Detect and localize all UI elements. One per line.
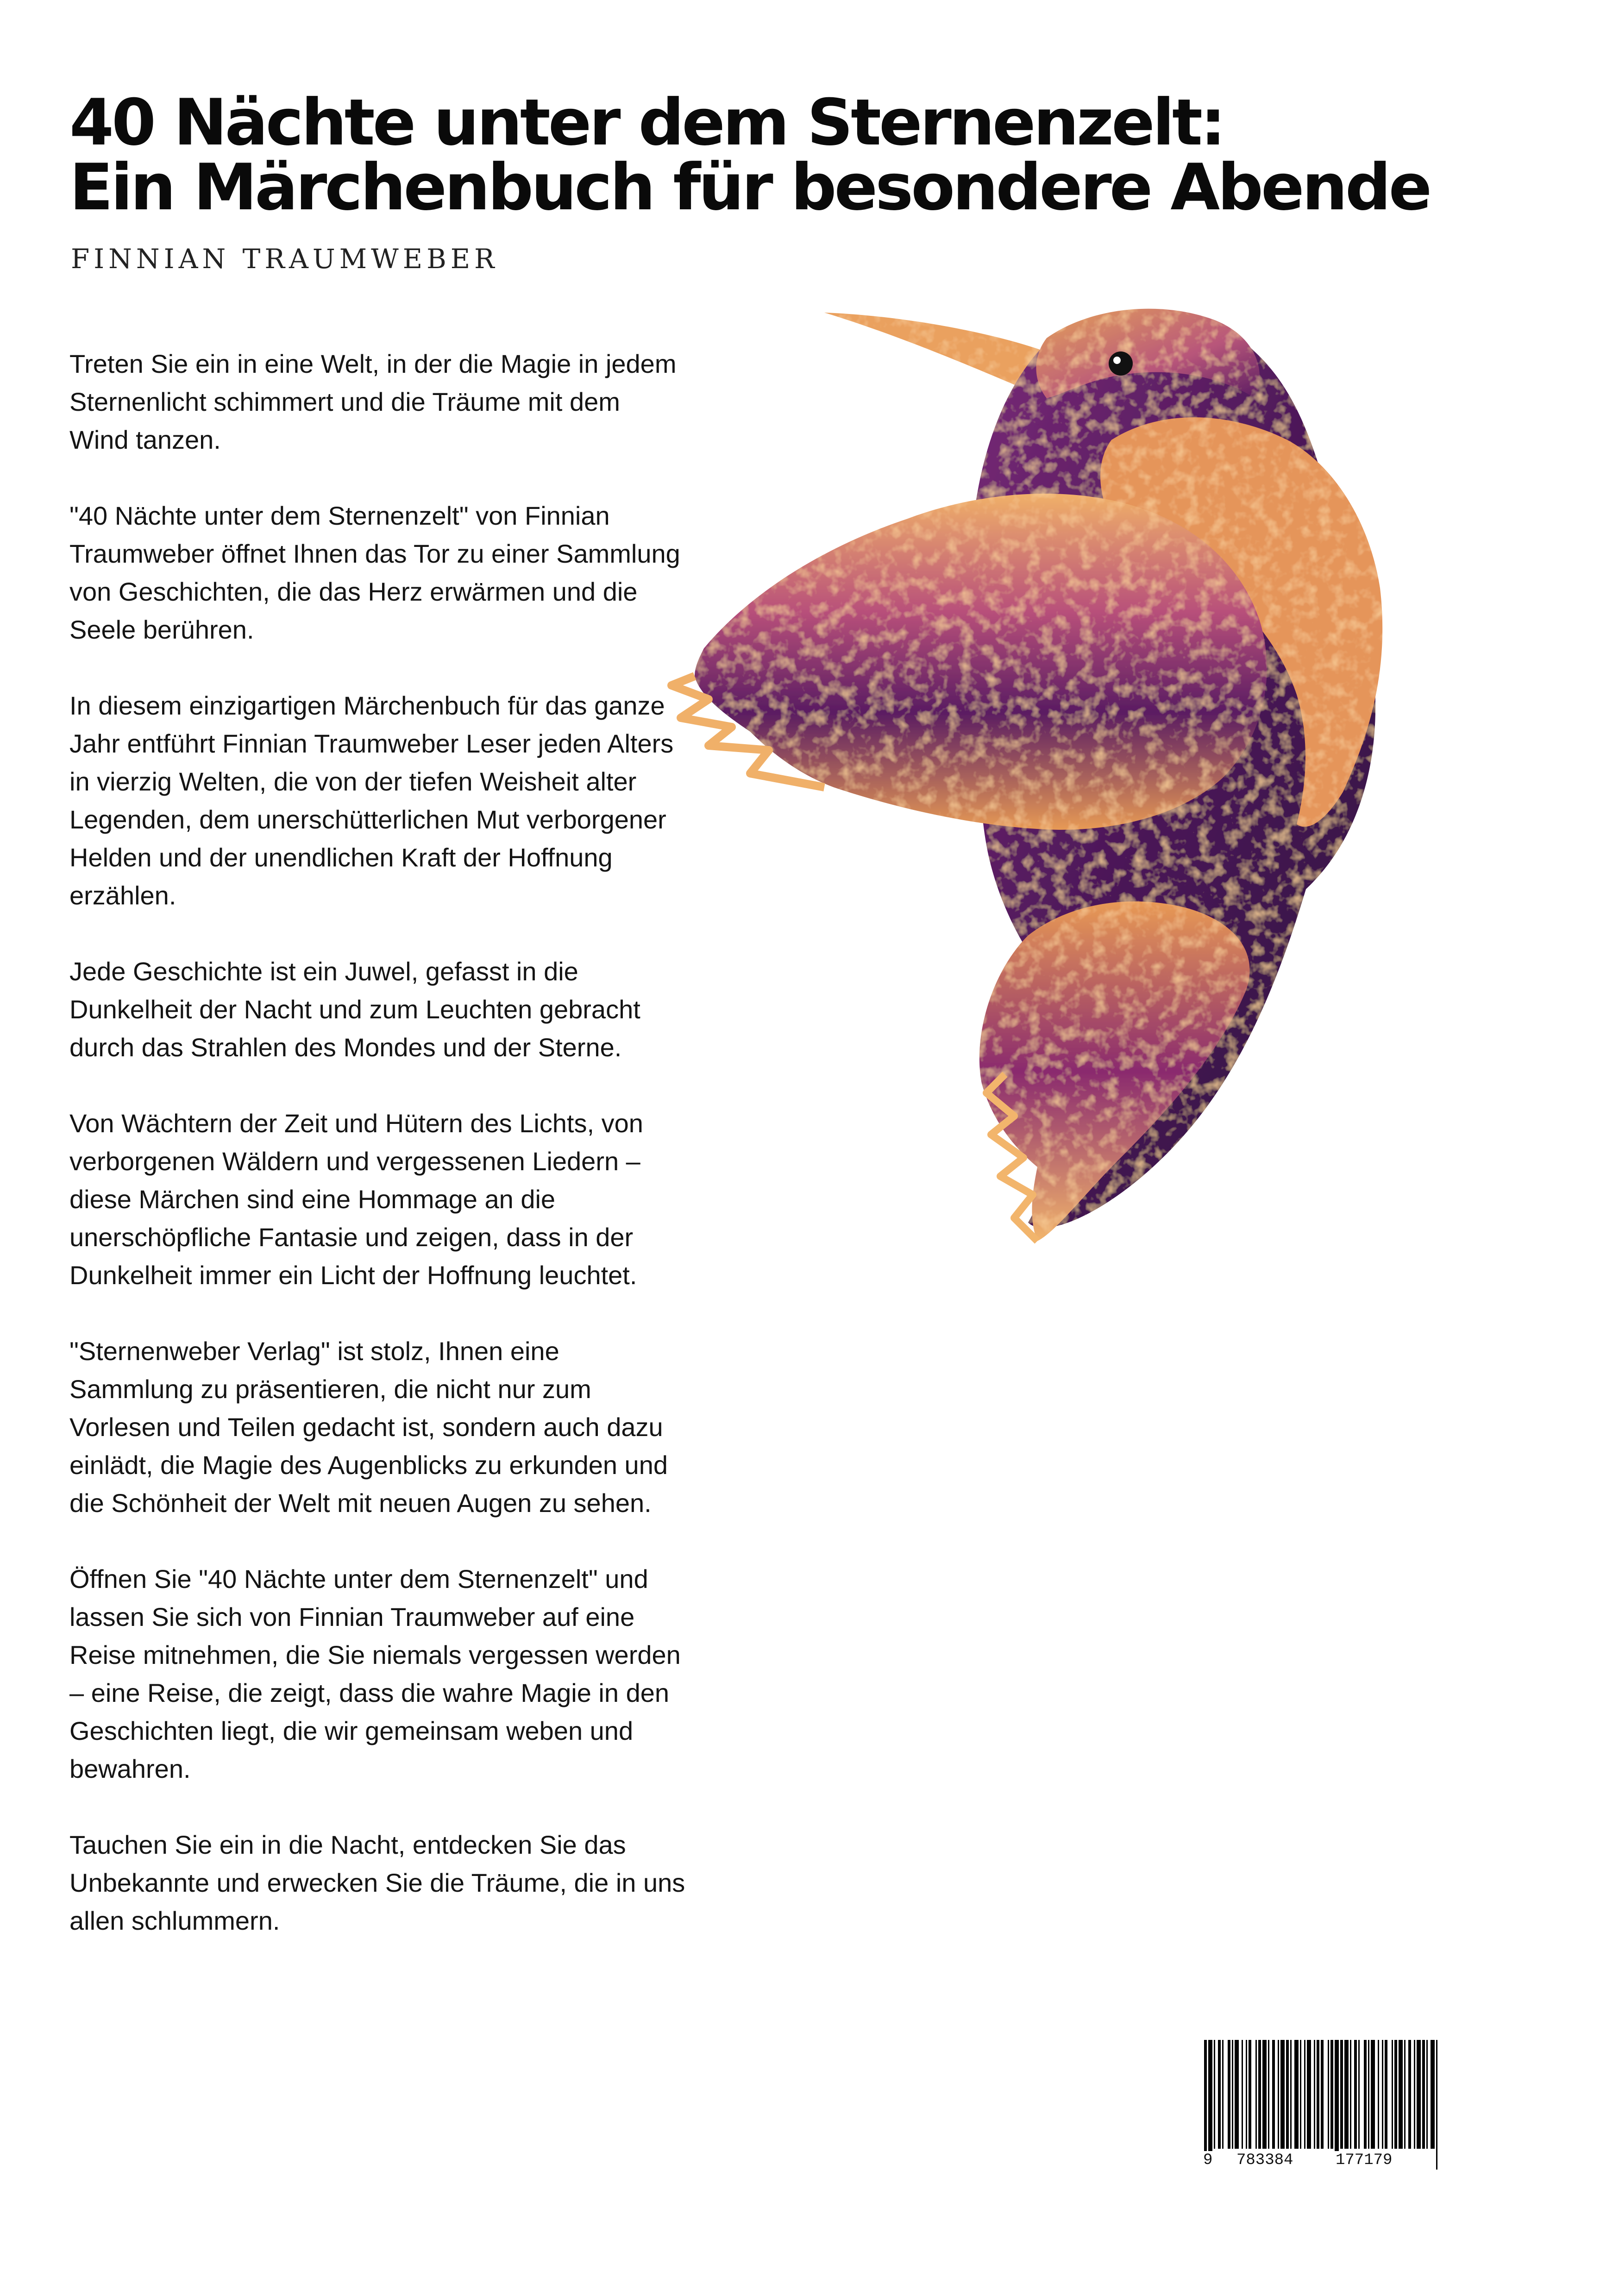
barcode-bar: [1382, 2040, 1383, 2149]
barcode-bar: [1214, 2040, 1215, 2149]
barcode-bar: [1228, 2040, 1230, 2149]
barcode-digits-right: 177179: [1334, 2151, 1394, 2170]
title-line-2: Ein Märchenbuch für besondere Abende: [69, 150, 1430, 225]
barcode-bar: [1417, 2040, 1421, 2149]
paragraph: Von Wächtern der Zeit und Hütern des Lichts, von verborgenen Wäldern und vergessenen Liedern – diese Märchen sind eine Hommage an die unerschöpfliche Fantasie und zeigen, dass in der Dunkelheit immer ein Licht der Hoffnung leuchtet.: [69, 1109, 643, 1290]
barcode-bar: [1304, 2040, 1305, 2149]
barcode-bar: [1307, 2040, 1311, 2149]
barcode-bar: [1314, 2040, 1315, 2149]
paragraph: "40 Nächte unter dem Sternenzelt" von Finnian Traumweber öffnet Ihnen das Tor zu einer Sammlung von Geschichten, die das Herz erwärmen und die Seele berühren.: [69, 501, 680, 644]
barcode-bar: [1364, 2040, 1367, 2149]
barcode-bar: [1404, 2040, 1406, 2149]
barcode-bar: [1280, 2040, 1285, 2149]
barcode-prefix-digit: 9: [1201, 2151, 1214, 2170]
barcode-bar: [1232, 2040, 1233, 2149]
barcode-bar: [1408, 2040, 1411, 2149]
barcode-bar: [1255, 2040, 1257, 2149]
book-title: [69, 85, 1459, 225]
barcode-bar: [1258, 2040, 1261, 2149]
barcode-bar: [1222, 2040, 1224, 2149]
barcode-bar: [1242, 2040, 1243, 2149]
barcode-bar: [1268, 2040, 1269, 2149]
author-name: FINNIAN TRAUMWEBER: [71, 243, 499, 275]
barcode-bar: [1204, 2040, 1207, 2170]
paragraph: In diesem einzigartigen Märchenbuch für das ganze Jahr entführt Finnian Traumweber Leser jeden Alters in vierzig Welten, die von der tiefen Weisheit alter Legenden, dem unerschütterlichen Mut verborgener Helden und der unendlichen Kraft der Hoffnung erzählen.: [69, 691, 674, 910]
hummingbird-illustration: [630, 287, 1547, 1371]
barcode-bar: [1368, 2040, 1369, 2149]
barcode-bar: [1290, 2040, 1292, 2149]
barcode-bar: [1286, 2040, 1289, 2149]
barcode-bar: [1235, 2040, 1239, 2149]
barcode-bar: [1422, 2040, 1425, 2149]
barcode-bar: [1208, 2040, 1212, 2170]
paragraph: Jede Geschichte ist ein Juwel, gefasst in die Dunkelheit der Nacht und zum Leuchten gebracht durch das Strahlen des Mondes und der Sterne.: [69, 957, 640, 1062]
barcode-bar: [1340, 2040, 1343, 2149]
barcode-bar: [1394, 2040, 1397, 2149]
barcode-bar: [1278, 2040, 1279, 2149]
barcode-bar: [1344, 2040, 1349, 2149]
barcode-bar: [1321, 2040, 1324, 2149]
paragraph: Öffnen Sie "40 Nächte unter dem Sternenzelt" und lassen Sie sich von Finnian Traumweber auf eine Reise mitnehmen, die Sie niemals vergessen werden – eine Reise, die zeigt, dass die wahre Magie in den Geschichten liegt, die wir gemeinsam weben und bewahren.: [69, 1564, 681, 1783]
bird-eye: [1109, 351, 1133, 376]
title-line-1: 40 Nächte unter dem Sternenzelt:: [69, 85, 1224, 160]
blurb-text: [69, 345, 685, 1978]
barcode-bar: [1378, 2040, 1379, 2149]
barcode-bar: [1436, 2040, 1437, 2170]
paragraph: Tauchen Sie ein in die Nacht, entdecken Sie das Unbekannte und erwecken Sie die Träume, die in uns allen schlummern.: [69, 1830, 685, 1935]
barcode-bar: [1371, 2040, 1375, 2149]
barcode-bar: [1426, 2040, 1428, 2149]
barcode-bar: [1358, 2040, 1360, 2149]
paragraph: "Sternenweber Verlag" ist stolz, Ihnen eine Sammlung zu präsentieren, die nicht nur zum Vorlesen und Teilen gedacht ist, sondern auch dazu einlädt, die Magie des Augenblicks zu erkunden und die Schönheit der Welt mit neuen Augen zu sehen.: [69, 1336, 668, 1518]
barcode-bar: [1328, 2040, 1329, 2149]
barcode-bar: [1350, 2040, 1351, 2149]
barcode-bar: [1246, 2040, 1247, 2149]
barcode-bar: [1249, 2040, 1251, 2149]
barcode-bar: [1317, 2040, 1319, 2149]
barcode-bar: [1414, 2040, 1415, 2149]
barcode-bar: [1272, 2040, 1275, 2149]
barcode-bar: [1392, 2040, 1393, 2149]
barcode-bar: [1354, 2040, 1357, 2149]
barcode-bar: [1431, 2040, 1435, 2149]
barcode-bar: [1300, 2040, 1301, 2149]
barcode-bar: [1399, 2040, 1403, 2149]
barcode-bar: [1335, 2040, 1339, 2170]
barcode-bar: [1330, 2040, 1333, 2149]
barcode: [1199, 2040, 1445, 2170]
barcode-bar: [1385, 2040, 1387, 2149]
barcode-bar: [1262, 2040, 1267, 2149]
barcode-bar: [1294, 2040, 1299, 2149]
barcode-bar: [1218, 2040, 1221, 2149]
paragraph: Treten Sie ein in eine Welt, in der die Magie in jedem Sternenlicht schimmert und die Träume mit dem Wind tanzen.: [69, 349, 677, 454]
barcode-digits-left: 783384: [1235, 2151, 1295, 2170]
